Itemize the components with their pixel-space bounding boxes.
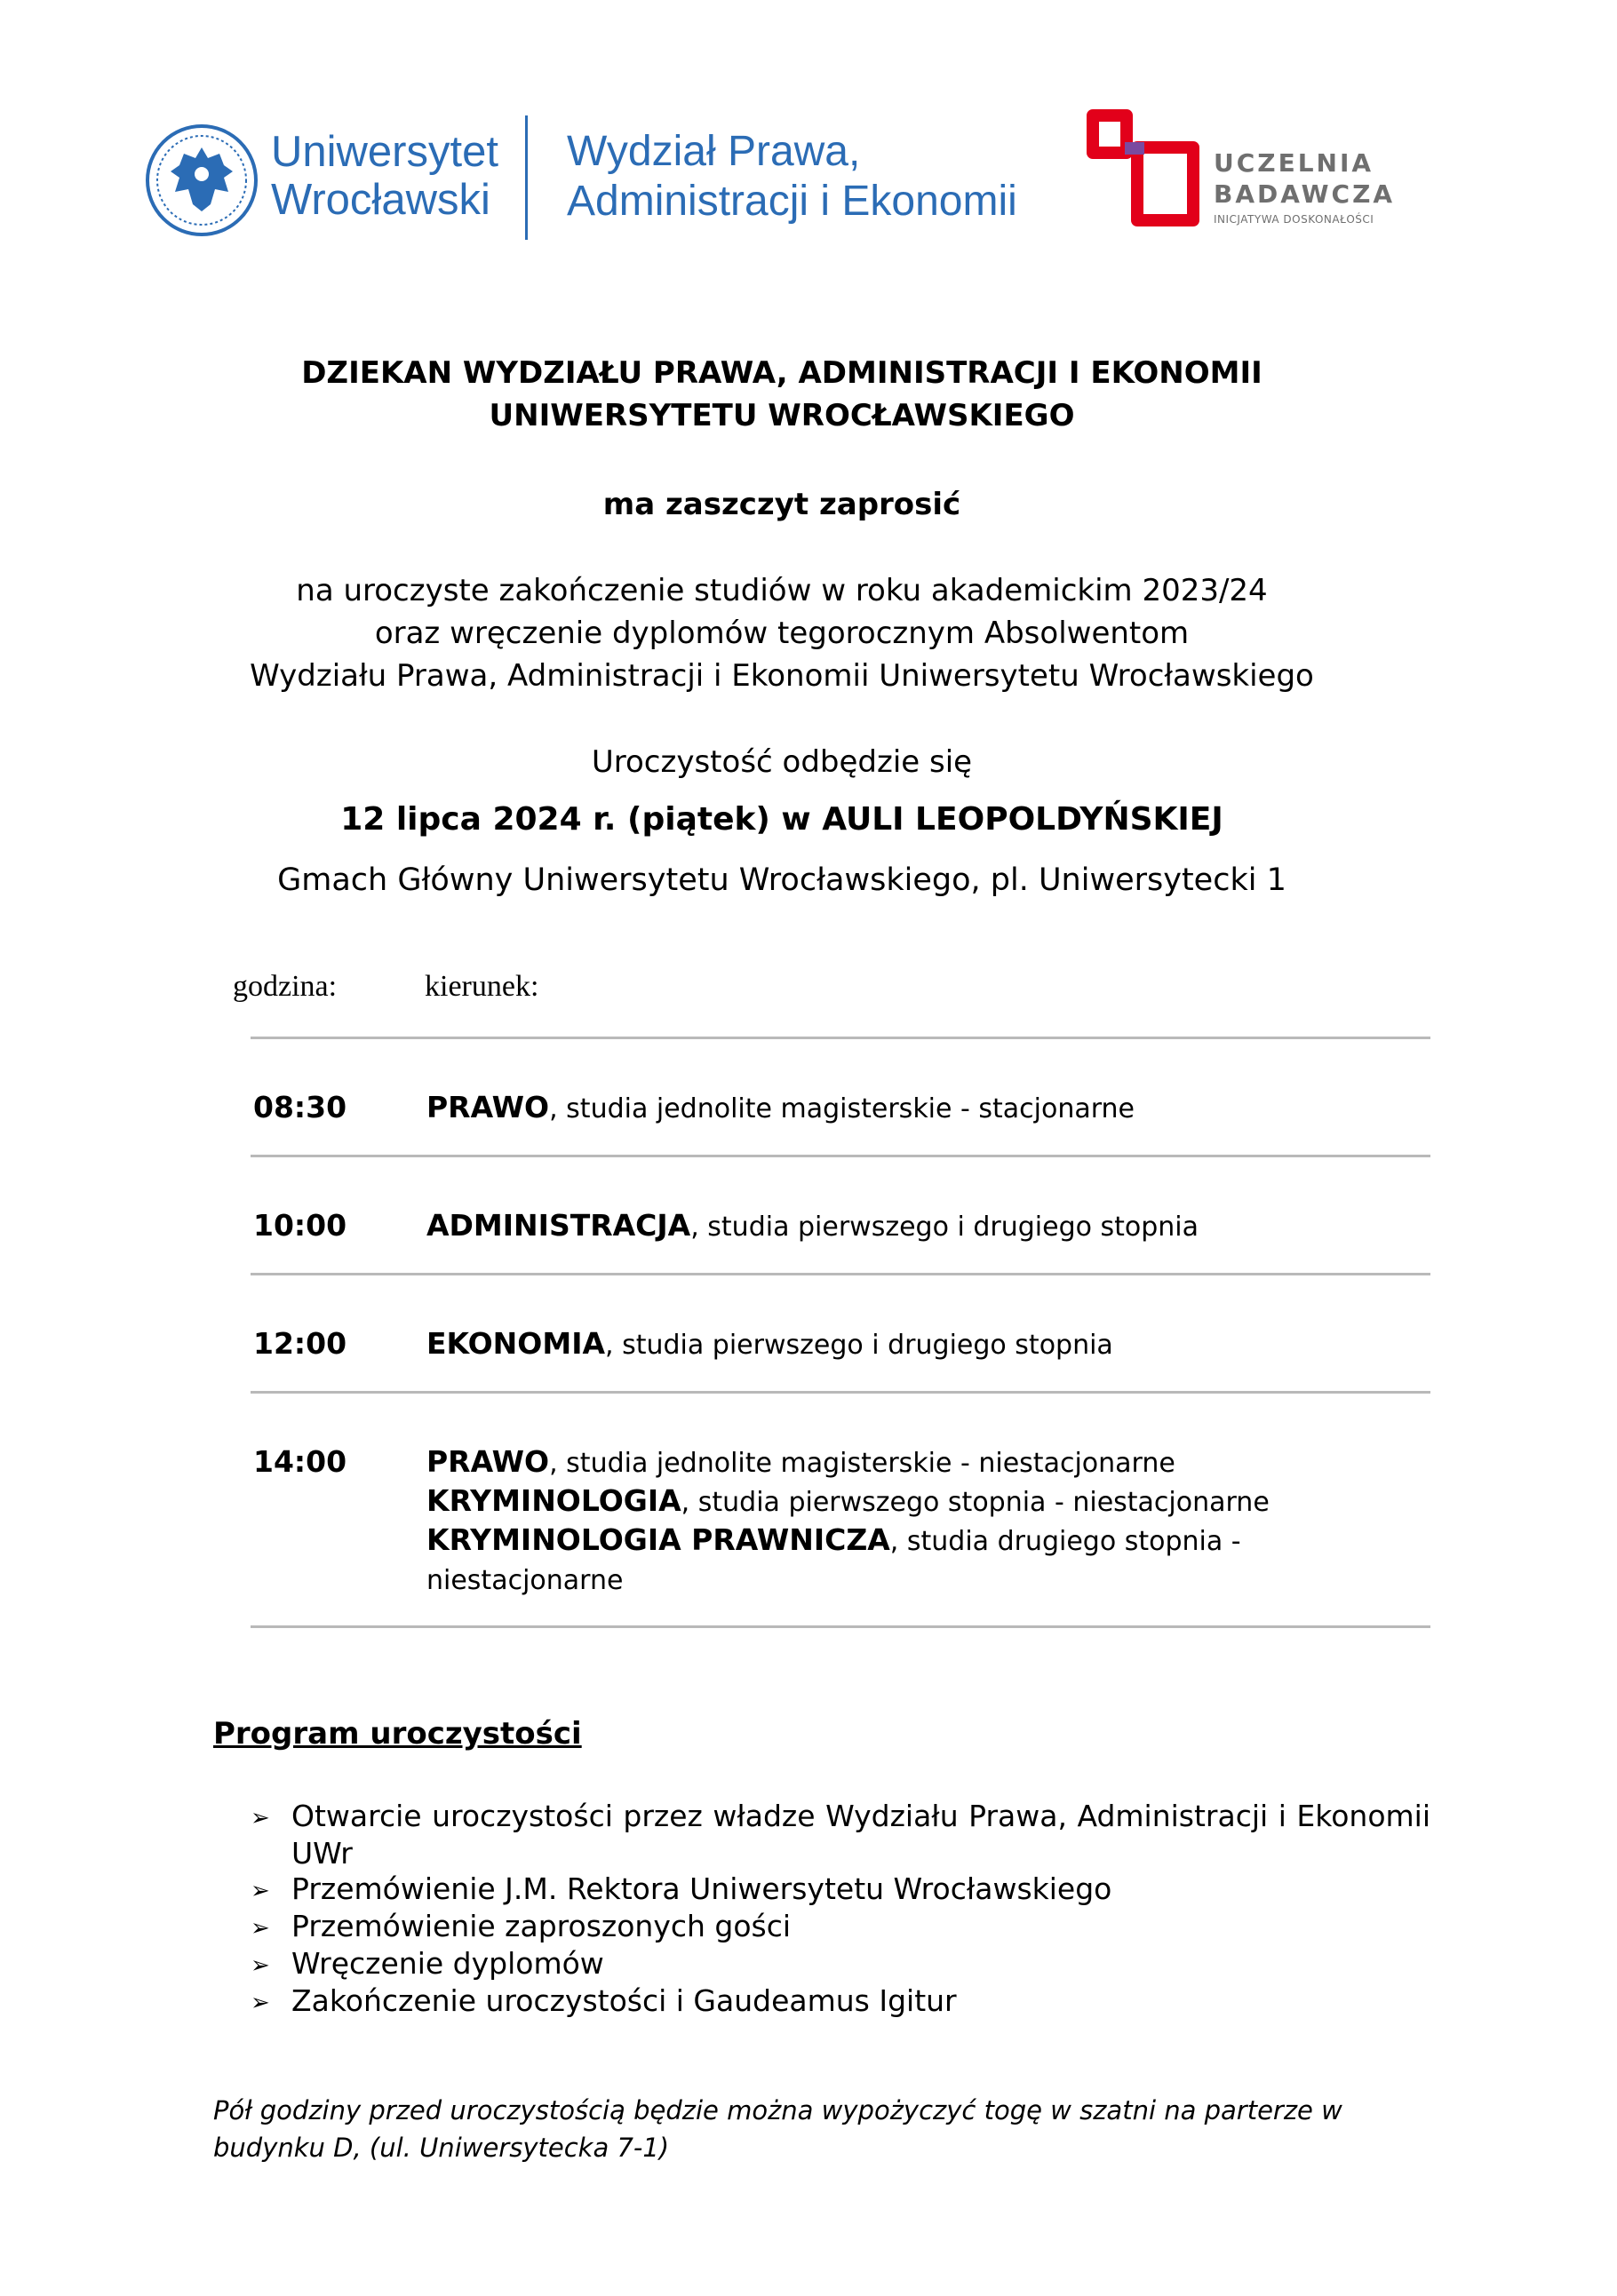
university-eagle-icon — [144, 123, 259, 238]
row-course — [426, 1206, 1199, 1247]
course-detail: , studia jednolite magisterskie - stacjonarne — [549, 1093, 1135, 1124]
arrow-bullet-icon: ➢ — [251, 1805, 270, 1831]
ub-line3: INICJATYWA DOSKONAŁOŚCI — [1214, 213, 1374, 226]
research-university-logo — [1082, 107, 1215, 231]
row-time: 12:00 — [253, 1326, 347, 1361]
row-course — [426, 1482, 1270, 1522]
row-course — [426, 1521, 1241, 1561]
column-header-course: kierunek: — [425, 970, 539, 1003]
faculty-name-line1: Wydział Prawa, — [567, 128, 861, 175]
course-detail: , studia pierwszego i drugiego stopnia — [605, 1330, 1113, 1361]
course-name: KRYMINOLOGIA PRAWNICZA — [426, 1522, 890, 1557]
honor-line: ma zaszczyt zaprosić — [602, 487, 961, 522]
row-course — [426, 1442, 1175, 1483]
program-heading: Program uroczystości — [213, 1716, 582, 1752]
address: Gmach Główny Uniwersytetu Wrocławskiego, pl. Uniwersytecki 1 — [277, 862, 1286, 898]
course-detail: , studia drugiego stopnia - — [889, 1526, 1241, 1557]
ub-line1: UCZELNIA — [1214, 148, 1374, 178]
logo-divider — [525, 115, 528, 240]
title-line1: DZIEKAN WYDZIAŁU PRAWA, ADMINISTRACJI I EKONOMII — [301, 355, 1263, 391]
note-line1: Pół godziny przed uroczystością będzie można wypożyczyć togę w szatni na parterze w — [213, 2095, 1342, 2125]
invitation-text-line2: oraz wręczenie dyplomów tegorocznym Absolwentom — [374, 616, 1190, 651]
program-item: Wręczenie dyplomów — [291, 1946, 604, 1981]
program-item: Przemówienie zaproszonych gości — [291, 1909, 792, 1943]
row-course — [426, 1560, 623, 1601]
arrow-bullet-icon: ➢ — [251, 1915, 270, 1942]
program-item: Przemówienie J.M. Rektora Uniwersytetu Wrocławskiego — [291, 1871, 1112, 1906]
note-line2: budynku D, (ul. Uniwersytecka 7-1) — [213, 2133, 670, 2163]
course-name: PRAWO — [426, 1444, 550, 1479]
program-item: Otwarcie uroczystości przez władze Wydziału Prawa, Administracji i Ekonomii UWr — [291, 1799, 1430, 1871]
ceremony-intro: Uroczystość odbędzie się — [591, 744, 973, 780]
faculty-name-line2: Administracji i Ekonomii — [567, 178, 1017, 225]
table-divider — [251, 1273, 1430, 1275]
table-divider — [251, 1625, 1430, 1628]
university-logo — [144, 123, 259, 238]
course-name: ADMINISTRACJA — [426, 1208, 691, 1243]
course-name: KRYMINOLOGIA — [426, 1483, 681, 1518]
row-course — [426, 1324, 1113, 1365]
university-name-line1: Uniwersytet — [271, 128, 498, 176]
invitation-text-line1: na uroczyste zakończenie studiów w roku akademickim 2023/24 — [296, 573, 1268, 608]
row-time: 14:00 — [253, 1444, 347, 1479]
ub-mark-icon — [1082, 107, 1215, 231]
arrow-bullet-icon: ➢ — [251, 1990, 270, 2016]
row-time: 08:30 — [253, 1090, 347, 1124]
ub-line2: BADAWCZA — [1214, 179, 1396, 209]
course-detail: , studia jednolite magisterskie - niestacjonarne — [549, 1448, 1175, 1479]
row-time: 10:00 — [253, 1208, 347, 1243]
course-detail: niestacjonarne — [426, 1565, 624, 1596]
table-divider — [251, 1155, 1430, 1157]
table-divider — [251, 1037, 1430, 1039]
course-name: PRAWO — [426, 1090, 550, 1124]
course-detail: , studia pierwszego i drugiego stopnia — [690, 1212, 1199, 1243]
course-detail: , studia pierwszego stopnia - niestacjonarne — [681, 1487, 1270, 1518]
title-line2: UNIWERSYTETU WROCŁAWSKIEGO — [489, 398, 1075, 433]
arrow-bullet-icon: ➢ — [251, 1952, 270, 1979]
invitation-text-line3: Wydziału Prawa, Administracji i Ekonomii Uniwersytetu Wrocławskiego — [250, 658, 1314, 694]
course-name: EKONOMIA — [426, 1326, 606, 1361]
date-place: 12 lipca 2024 r. (piątek) w AULI LEOPOLDYŃSKIEJ — [340, 801, 1223, 838]
row-course — [426, 1088, 1135, 1129]
table-divider — [251, 1391, 1430, 1394]
program-item: Zakończenie uroczystości i Gaudeamus Igitur — [291, 1983, 957, 2018]
column-header-time: godzina: — [233, 970, 338, 1003]
university-name-line2: Wrocławski — [271, 176, 490, 224]
arrow-bullet-icon: ➢ — [251, 1878, 270, 1904]
